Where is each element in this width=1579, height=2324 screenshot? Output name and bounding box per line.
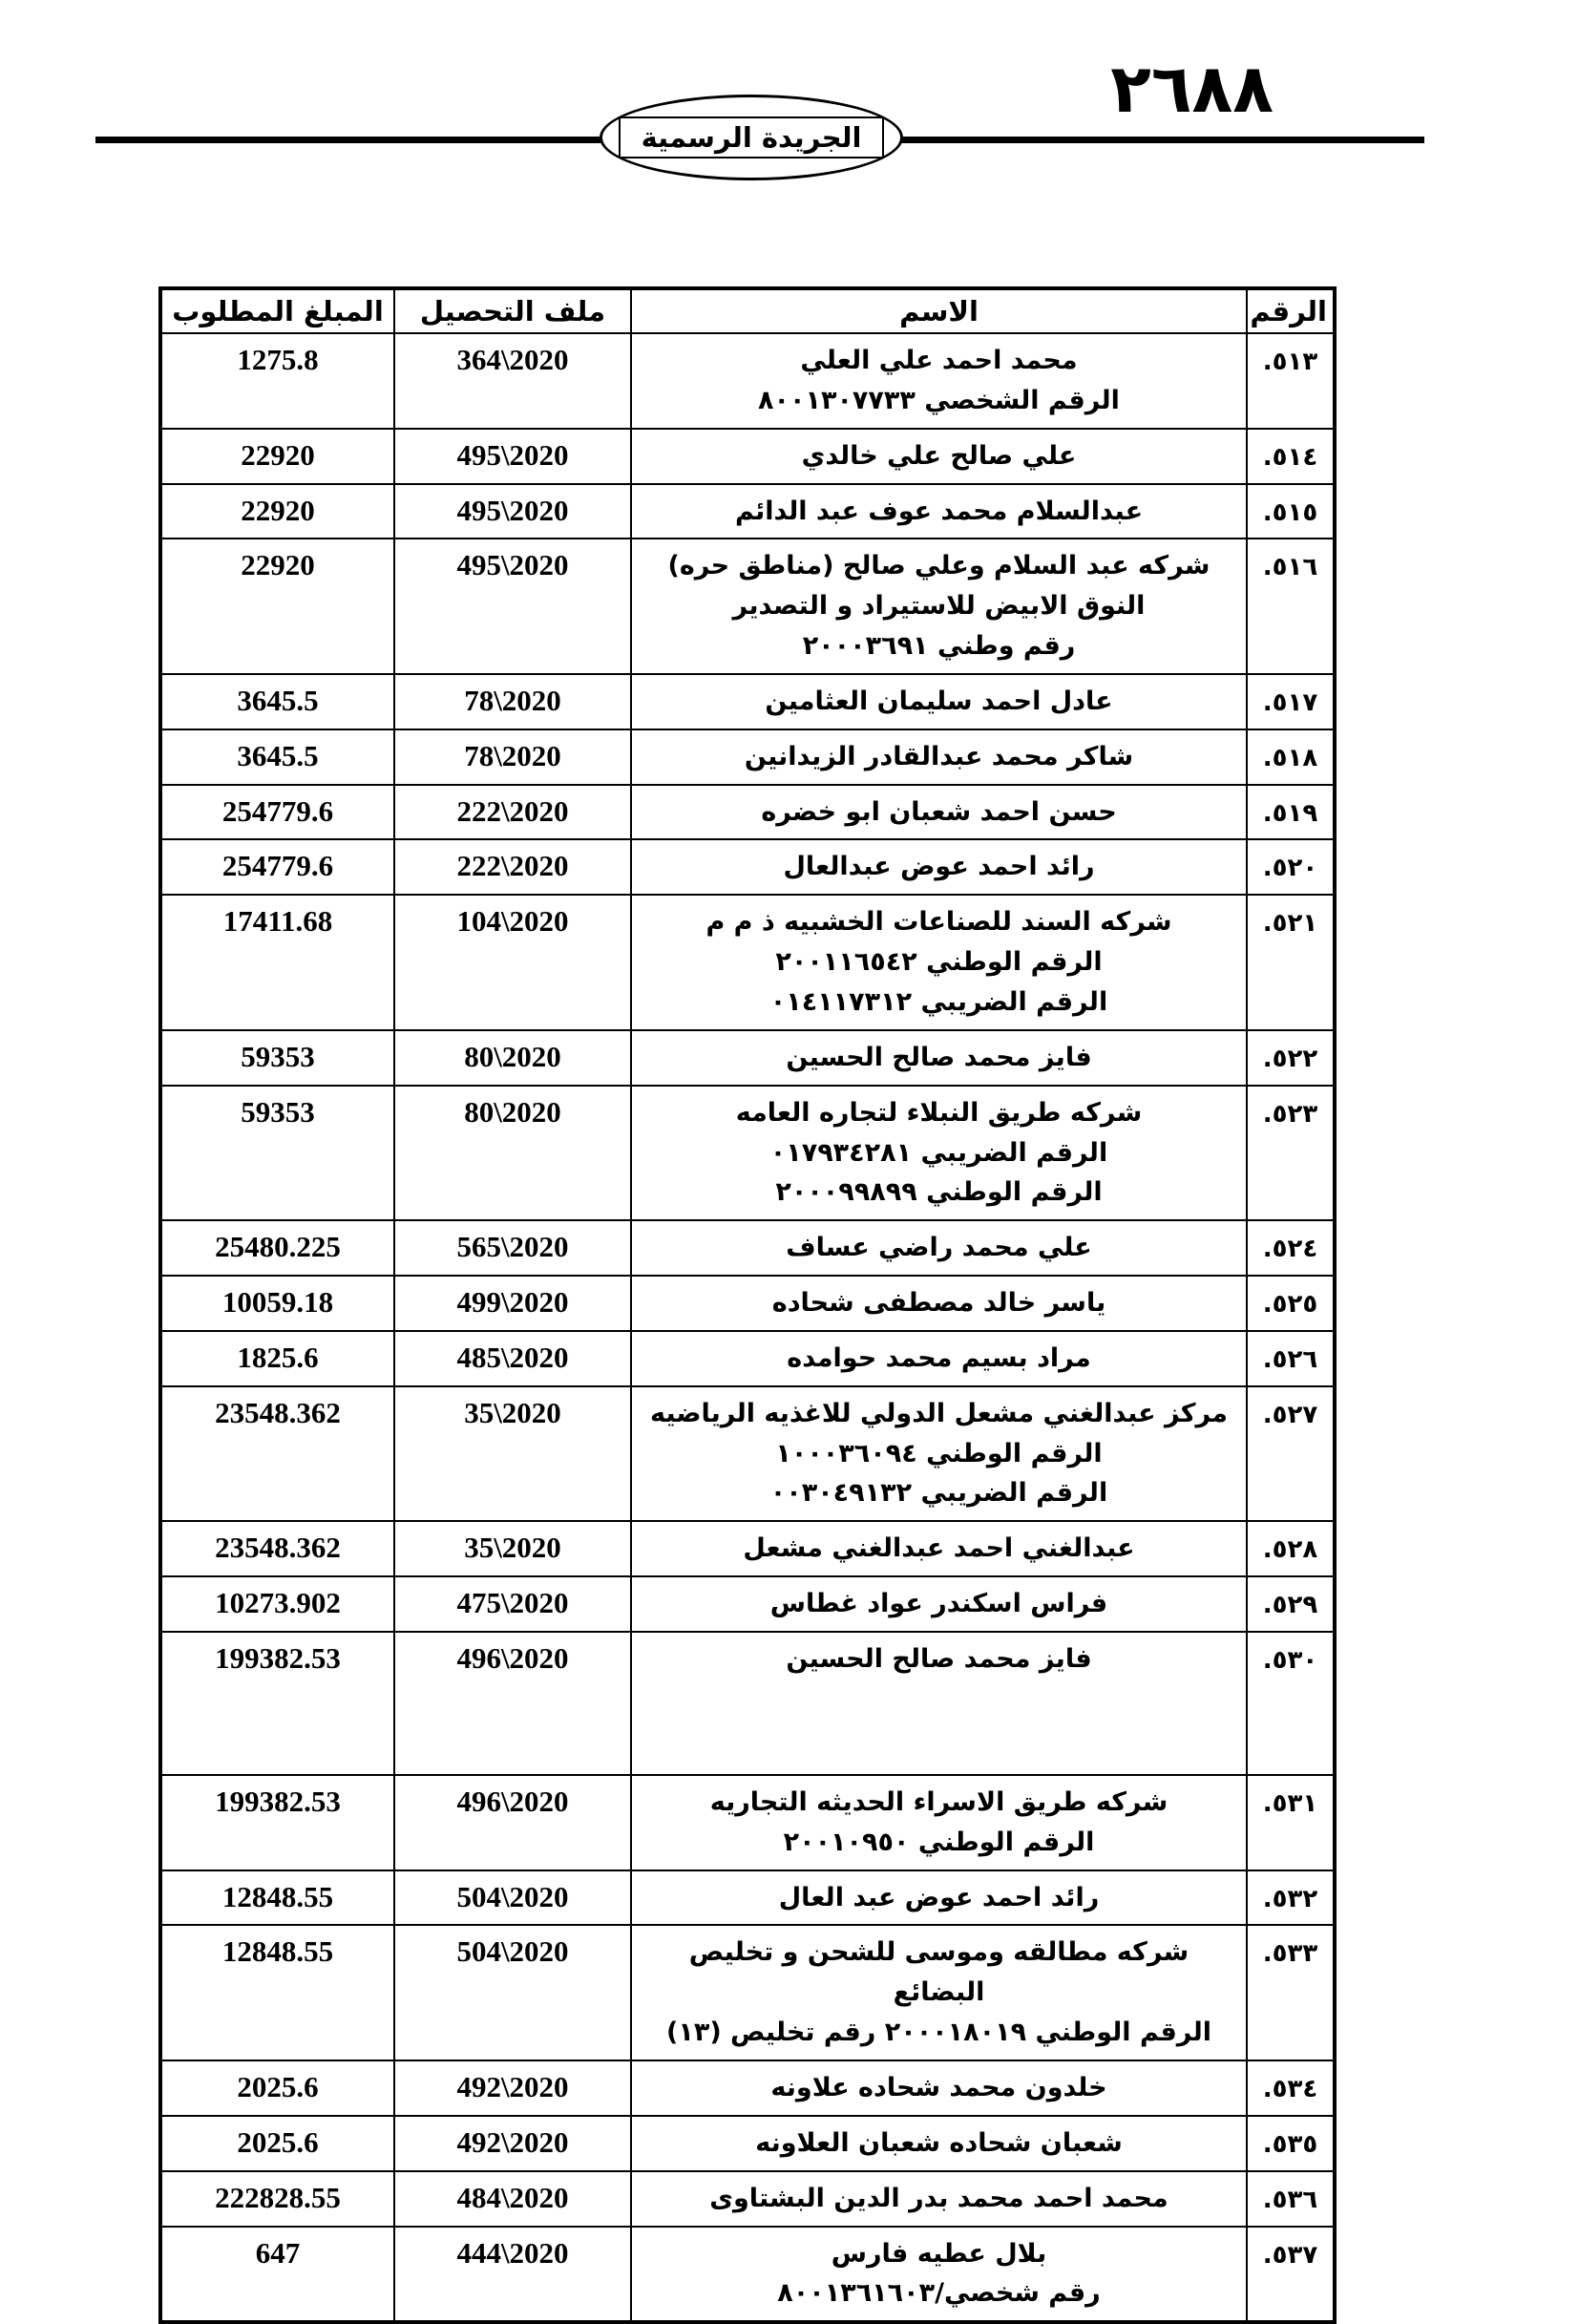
row-number: ٥٢٥. xyxy=(1247,1276,1335,1331)
row-number: ٥٣٢. xyxy=(1247,1870,1335,1926)
row-number: ٥١٣. xyxy=(1247,333,1335,429)
table-row xyxy=(160,1220,1335,1276)
table-row xyxy=(160,895,1335,1030)
table-row xyxy=(160,1276,1335,1331)
row-name: محمد احمد محمد بدر الدين البشتاوى xyxy=(631,2171,1247,2227)
row-number: ٥٣٦. xyxy=(1247,2171,1335,2227)
table-body xyxy=(160,333,1335,2322)
row-name: عبدالسلام محمد عوف عبد الدائم xyxy=(631,484,1247,539)
table-row xyxy=(160,839,1335,895)
row-name: شاكر محمد عبدالقادر الزيدانين xyxy=(631,729,1247,785)
row-file: 565\2020 xyxy=(394,1220,631,1276)
row-amount: 254779.6 xyxy=(160,839,394,895)
row-amount: 199382.53 xyxy=(160,1632,394,1775)
row-amount: 22920 xyxy=(160,539,394,674)
row-file: 495\2020 xyxy=(394,484,631,539)
row-number: ٥١٤. xyxy=(1247,429,1335,484)
row-file: 80\2020 xyxy=(394,1086,631,1221)
collections-table xyxy=(158,286,1337,2324)
table-row xyxy=(160,1775,1335,1870)
row-number: ٥٣٤. xyxy=(1247,2060,1335,2116)
row-name: عادل احمد سليمان العثامين xyxy=(631,674,1247,729)
row-file: 35\2020 xyxy=(394,1521,631,1576)
row-name: شركه مطالقه وموسى للشحن و تخليص البضائع الرقم الوطني ٢٠٠٠١٨٠١٩ رقم تخليص (١٣) xyxy=(631,1925,1247,2060)
row-name: شركه طريق النبلاء لتجاره العامه الرقم الضريبي ٠١٧٩٣٤٢٨١ الرقم الوطني ٢٠٠٠٩٩٨٩٩ xyxy=(631,1086,1247,1221)
table-row xyxy=(160,1632,1335,1775)
row-number: ٥٢١. xyxy=(1247,895,1335,1030)
page-number: ٢٦٨٨ xyxy=(1110,50,1274,128)
row-number: ٥٣١. xyxy=(1247,1775,1335,1870)
row-amount: 254779.6 xyxy=(160,785,394,840)
row-name: حسن احمد شعبان ابو خضره xyxy=(631,785,1247,840)
table-row xyxy=(160,1576,1335,1632)
row-amount: 59353 xyxy=(160,1086,394,1221)
row-amount: 12848.55 xyxy=(160,1925,394,2060)
row-file: 485\2020 xyxy=(394,1331,631,1386)
row-amount: 199382.53 xyxy=(160,1775,394,1870)
table-row xyxy=(160,785,1335,840)
row-name: شركه طريق الاسراء الحديثه التجاريه الرقم الوطني ٢٠٠١٠٩٥٠ xyxy=(631,1775,1247,1870)
table-row xyxy=(160,1086,1335,1221)
row-name: شركه عبد السلام وعلي صالح (مناطق حره) النوق الابيض للاستيراد و التصدير رقم وطني ٢٠٠٠٣٦٩١ xyxy=(631,539,1247,674)
row-file: 495\2020 xyxy=(394,539,631,674)
header-number: الرقم xyxy=(1247,288,1335,333)
row-file: 499\2020 xyxy=(394,1276,631,1331)
row-amount: 10059.18 xyxy=(160,1276,394,1331)
row-amount: 3645.5 xyxy=(160,674,394,729)
row-file: 496\2020 xyxy=(394,1775,631,1870)
row-amount: 222828.55 xyxy=(160,2171,394,2227)
row-name: علي صالح علي خالدي xyxy=(631,429,1247,484)
table-row xyxy=(160,1925,1335,2060)
row-name: ياسر خالد مصطفى شحاده xyxy=(631,1276,1247,1331)
table-row xyxy=(160,333,1335,429)
row-file: 78\2020 xyxy=(394,729,631,785)
table-header-row xyxy=(160,288,1335,333)
row-amount: 22920 xyxy=(160,429,394,484)
row-file: 222\2020 xyxy=(394,785,631,840)
table-row xyxy=(160,484,1335,539)
row-amount: 59353 xyxy=(160,1030,394,1086)
row-file: 444\2020 xyxy=(394,2227,631,2323)
row-file: 492\2020 xyxy=(394,2116,631,2171)
row-name: خلدون محمد شحاده علاونه xyxy=(631,2060,1247,2116)
table-row xyxy=(160,1331,1335,1386)
row-name: رائد احمد عوض عبدالعال xyxy=(631,839,1247,895)
row-name: فايز محمد صالح الحسين xyxy=(631,1030,1247,1086)
row-file: 495\2020 xyxy=(394,429,631,484)
table-row xyxy=(160,1870,1335,1926)
row-number: ٥٣٣. xyxy=(1247,1925,1335,2060)
row-amount: 1275.8 xyxy=(160,333,394,429)
row-file: 504\2020 xyxy=(394,1925,631,2060)
row-amount: 25480.225 xyxy=(160,1220,394,1276)
row-amount: 10273.902 xyxy=(160,1576,394,1632)
table-row xyxy=(160,539,1335,674)
row-number: ٥١٧. xyxy=(1247,674,1335,729)
row-number: ٥٢٧. xyxy=(1247,1386,1335,1522)
header-file: ملف التحصيل xyxy=(394,288,631,333)
row-amount: 12848.55 xyxy=(160,1870,394,1926)
row-name: فراس اسكندر عواد غطاس xyxy=(631,1576,1247,1632)
row-amount: 2025.6 xyxy=(160,2116,394,2171)
table-row xyxy=(160,2060,1335,2116)
row-number: ٥٢٤. xyxy=(1247,1220,1335,1276)
row-file: 35\2020 xyxy=(394,1386,631,1522)
table-row xyxy=(160,729,1335,785)
row-file: 80\2020 xyxy=(394,1030,631,1086)
table-row xyxy=(160,1030,1335,1086)
gazette-title: الجريدة الرسمية xyxy=(619,116,885,158)
row-number: ٥٣٧. xyxy=(1247,2227,1335,2323)
header-name: الاسم xyxy=(631,288,1247,333)
row-number: ٥٢٦. xyxy=(1247,1331,1335,1386)
table-row xyxy=(160,674,1335,729)
row-amount: 1825.6 xyxy=(160,1331,394,1386)
row-name: علي محمد راضي عساف xyxy=(631,1220,1247,1276)
row-name: شركه السند للصناعات الخشبيه ذ م م الرقم الوطني ٢٠٠١١٦٥٤٢ الرقم الضريبي ٠١٤١١٧٣١٢ xyxy=(631,895,1247,1030)
row-amount: 23548.362 xyxy=(160,1386,394,1522)
row-name: مراد بسيم محمد حوامده xyxy=(631,1331,1247,1386)
table-row xyxy=(160,2171,1335,2227)
row-file: 492\2020 xyxy=(394,2060,631,2116)
row-number: ٥٣٥. xyxy=(1247,2116,1335,2171)
table-row xyxy=(160,429,1335,484)
row-file: 475\2020 xyxy=(394,1576,631,1632)
row-number: ٥٢٣. xyxy=(1247,1086,1335,1221)
row-number: ٥١٩. xyxy=(1247,785,1335,840)
row-number: ٥١٥. xyxy=(1247,484,1335,539)
row-name: رائد احمد عوض عبد العال xyxy=(631,1870,1247,1926)
row-amount: 23548.362 xyxy=(160,1521,394,1576)
row-number: ٥١٨. xyxy=(1247,729,1335,785)
row-file: 504\2020 xyxy=(394,1870,631,1926)
row-name: مركز عبدالغني مشعل الدولي للاغذيه الرياضيه الرقم الوطني ١٠٠٠٣٦٠٩٤ الرقم الضريبي ٠٠٣٠٤٩١٣٢ xyxy=(631,1386,1247,1522)
row-amount: 647 xyxy=(160,2227,394,2323)
row-amount: 3645.5 xyxy=(160,729,394,785)
row-name: فايز محمد صالح الحسين xyxy=(631,1632,1247,1775)
row-number: ٥١٦. xyxy=(1247,539,1335,674)
row-file: 222\2020 xyxy=(394,839,631,895)
row-amount: 2025.6 xyxy=(160,2060,394,2116)
row-name: محمد احمد علي العلي الرقم الشخصي ٨٠٠١٣٠٧٧٣٣ xyxy=(631,333,1247,429)
row-number: ٥٢٨. xyxy=(1247,1521,1335,1576)
row-number: ٥٢٠. xyxy=(1247,839,1335,895)
row-name: شعبان شحاده شعبان العلاونه xyxy=(631,2116,1247,2171)
gazette-seal xyxy=(600,95,903,180)
row-name: عبدالغني احمد عبدالغني مشعل xyxy=(631,1521,1247,1576)
table-row xyxy=(160,2116,1335,2171)
row-amount: 22920 xyxy=(160,484,394,539)
row-number: ٥٢٢. xyxy=(1247,1030,1335,1086)
row-number: ٥٣٠. xyxy=(1247,1632,1335,1775)
row-file: 484\2020 xyxy=(394,2171,631,2227)
table-row xyxy=(160,2227,1335,2323)
row-number: ٥٢٩. xyxy=(1247,1576,1335,1632)
table-header xyxy=(160,288,1335,333)
table-row xyxy=(160,1386,1335,1522)
row-file: 104\2020 xyxy=(394,895,631,1030)
row-file: 364\2020 xyxy=(394,333,631,429)
row-name: بلال عطيه فارس رقم شخصي/٨٠٠١٣٦١٦٠٣ xyxy=(631,2227,1247,2323)
row-amount: 17411.68 xyxy=(160,895,394,1030)
table-row xyxy=(160,1521,1335,1576)
row-file: 78\2020 xyxy=(394,674,631,729)
row-file: 496\2020 xyxy=(394,1632,631,1775)
header-amount: المبلغ المطلوب xyxy=(160,288,394,333)
